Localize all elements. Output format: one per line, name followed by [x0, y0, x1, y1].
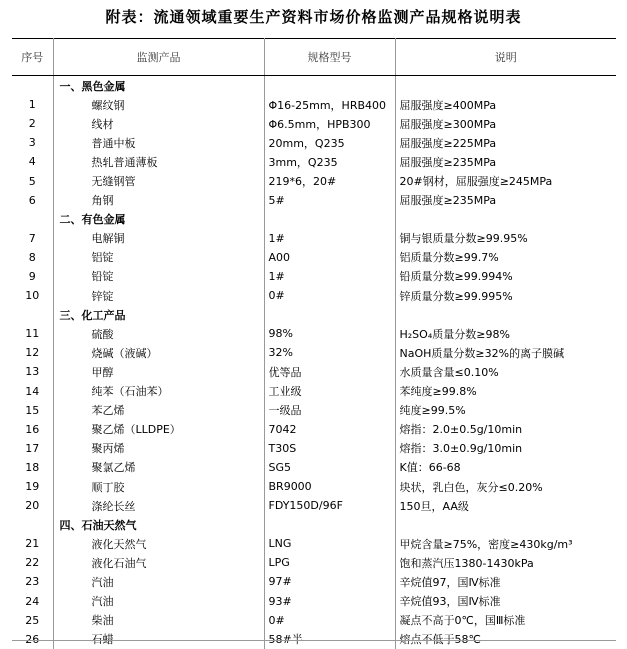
product-name: 无缝钢管 [53, 171, 264, 190]
product-name: 石蜡 [53, 630, 264, 649]
spec-model: 3mm，Q235 [264, 152, 395, 171]
description: 屈服强度≥235MPa [399, 194, 497, 208]
table-row [12, 229, 616, 248]
spec-model: 93# [264, 592, 395, 611]
row-number: 7 [12, 229, 53, 248]
spec-model: 98% [264, 324, 395, 343]
table-row [12, 95, 616, 114]
category-no-cell [12, 305, 53, 324]
product-name: 电解铜 [53, 229, 264, 248]
header-spec: 规格型号 [264, 39, 395, 76]
category-no-cell [12, 210, 53, 229]
spec-model: 工业级 [264, 382, 395, 401]
spec-model: 97# [264, 572, 395, 591]
description: 纯度≥99.5% [399, 404, 466, 418]
category-no-cell [12, 515, 53, 534]
product-name: 烧碱（液碱） [53, 343, 264, 362]
description: 屈服强度≥235MPa [399, 155, 497, 169]
row-number: 25 [12, 611, 53, 630]
spec-model: LNG [264, 534, 395, 553]
product-name: 聚氯乙烯 [53, 458, 264, 477]
product-name: 线材 [53, 114, 264, 133]
row-number: 15 [12, 401, 53, 420]
table-row [12, 133, 616, 152]
table-header-row [12, 39, 616, 76]
spec-model: 219*6，20# [264, 171, 395, 190]
description: 甲烷含量≥75%，密度≥430kg/m³ [399, 537, 573, 551]
product-name: 锌锭 [53, 286, 264, 305]
description: 熔指：3.0±0.9g/10min [399, 442, 523, 456]
spec-table [12, 38, 616, 649]
table-row [12, 401, 616, 420]
table-row [12, 382, 616, 401]
product-name: 聚丙烯 [53, 439, 264, 458]
table-row [12, 534, 616, 553]
row-number: 17 [12, 439, 53, 458]
spec-model: 20mm，Q235 [264, 133, 395, 152]
description: 铝质量分数≥99.7% [399, 251, 499, 265]
category-desc-cell [395, 515, 616, 534]
spec-model: 58#半 [264, 630, 395, 649]
row-number: 3 [12, 133, 53, 152]
description: 铅质量分数≥99.994% [399, 270, 513, 284]
description: 铜与银质量分数≥99.95% [399, 232, 528, 246]
spec-model: 1# [264, 267, 395, 286]
product-name: 热轧普通薄板 [53, 152, 264, 171]
product-name: 硫酸 [53, 324, 264, 343]
table-row [12, 477, 616, 496]
product-name: 铅锭 [53, 267, 264, 286]
spec-model: Φ6.5mm，HPB300 [264, 114, 395, 133]
description: K值：66-68 [399, 461, 461, 475]
row-number: 1 [12, 95, 53, 114]
description: 饱和蒸汽压1380-1430kPa [399, 556, 534, 570]
description: 熔指：2.0±0.5g/10min [399, 423, 523, 437]
row-number: 8 [12, 248, 53, 267]
description: 锌质量分数≥99.995% [399, 289, 513, 303]
category-no-cell [12, 76, 53, 96]
spec-model: 1# [264, 229, 395, 248]
spec-model: 0# [264, 611, 395, 630]
category-row [12, 305, 616, 324]
product-name: 角钢 [53, 191, 264, 210]
category-row [12, 210, 616, 229]
product-name: 涤纶长丝 [53, 496, 264, 515]
category-spec-cell [264, 305, 395, 324]
row-number: 12 [12, 343, 53, 362]
spec-model: 7042 [264, 420, 395, 439]
description: 凝点不高于0℃，国Ⅲ标准 [399, 614, 526, 628]
description: 水质量含量≤0.10% [399, 365, 499, 379]
spec-model: A00 [264, 248, 395, 267]
category-spec-cell [264, 515, 395, 534]
table-row [12, 420, 616, 439]
row-number: 26 [12, 630, 53, 649]
table-row [12, 248, 616, 267]
table-row [12, 611, 616, 630]
row-number: 20 [12, 496, 53, 515]
header-no: 序号 [12, 39, 53, 76]
row-number: 11 [12, 324, 53, 343]
product-name: 柴油 [53, 611, 264, 630]
table-row [12, 152, 616, 171]
row-number: 2 [12, 114, 53, 133]
product-name: 苯乙烯 [53, 401, 264, 420]
table-row [12, 286, 616, 305]
description: H₂SO₄质量分数≥98% [399, 327, 510, 341]
table-row [12, 362, 616, 381]
table-bottom-rule [12, 640, 616, 641]
product-name: 普通中板 [53, 133, 264, 152]
row-number: 9 [12, 267, 53, 286]
product-name: 纯苯（石油苯） [53, 382, 264, 401]
row-number: 10 [12, 286, 53, 305]
product-name: 液化天然气 [53, 534, 264, 553]
spec-model: 优等品 [264, 362, 395, 381]
category-spec-cell [264, 76, 395, 96]
category-label: 四、石油天然气 [53, 515, 264, 534]
table-row [12, 496, 616, 515]
product-name: 汽油 [53, 572, 264, 591]
spec-model: LPG [264, 553, 395, 572]
category-label: 一、黑色金属 [53, 76, 264, 96]
table-row [12, 267, 616, 286]
table-row [12, 592, 616, 611]
row-number: 22 [12, 553, 53, 572]
row-number: 14 [12, 382, 53, 401]
table-body [12, 76, 616, 649]
description: 辛烷值97，国Ⅳ标准 [399, 575, 501, 589]
spec-model: 32% [264, 343, 395, 362]
description: 辛烷值93，国Ⅳ标准 [399, 595, 501, 609]
row-number: 21 [12, 534, 53, 553]
header-desc: 说明 [395, 39, 616, 76]
spec-model: Φ16-25mm，HRB400 [264, 95, 395, 114]
description: 熔点不低于58℃ [399, 633, 481, 647]
product-name: 汽油 [53, 592, 264, 611]
row-number: 23 [12, 572, 53, 591]
spec-model: 一级品 [264, 401, 395, 420]
spec-model: SG5 [264, 458, 395, 477]
category-label: 二、有色金属 [53, 210, 264, 229]
description: 屈服强度≥300MPa [399, 117, 497, 131]
row-number: 4 [12, 152, 53, 171]
table-row [12, 114, 616, 133]
spec-model: T30S [264, 439, 395, 458]
description: 屈服强度≥225MPa [399, 136, 497, 150]
row-number: 19 [12, 477, 53, 496]
category-label: 三、化工产品 [53, 305, 264, 324]
table-row [12, 343, 616, 362]
row-number: 13 [12, 362, 53, 381]
product-name: 甲醇 [53, 362, 264, 381]
row-number: 24 [12, 592, 53, 611]
spec-model: BR9000 [264, 477, 395, 496]
table-row [12, 324, 616, 343]
table-row [12, 553, 616, 572]
product-name: 液化石油气 [53, 553, 264, 572]
category-row [12, 76, 616, 96]
row-number: 6 [12, 191, 53, 210]
product-name: 聚乙烯（LLDPE） [53, 420, 264, 439]
product-name: 铝锭 [53, 248, 264, 267]
description: 块状，乳白色，灰分≤0.20% [399, 480, 543, 494]
table-row [12, 458, 616, 477]
description: NaOH质量分数≥32%的离子膜碱 [399, 346, 565, 360]
document-title: 附表：流通领域重要生产资料市场价格监测产品规格说明表 [105, 8, 522, 26]
row-number: 16 [12, 420, 53, 439]
spec-model: 0# [264, 286, 395, 305]
product-name: 螺纹钢 [53, 95, 264, 114]
category-desc-cell [395, 76, 616, 96]
description: 屈服强度≥400MPa [399, 98, 497, 112]
table-row [12, 171, 616, 190]
category-desc-cell [395, 210, 616, 229]
description: 苯纯度≥99.8% [399, 385, 477, 399]
category-desc-cell [395, 305, 616, 324]
description: 150旦，AA级 [399, 499, 469, 513]
category-spec-cell [264, 210, 395, 229]
row-number: 5 [12, 171, 53, 190]
description: 20#钢材，屈服强度≥245MPa [399, 175, 553, 189]
category-row [12, 515, 616, 534]
header-product: 监测产品 [53, 39, 264, 76]
product-name: 顺丁胶 [53, 477, 264, 496]
spec-model: FDY150D/96F [264, 496, 395, 515]
table-row [12, 191, 616, 210]
table-row [12, 439, 616, 458]
table-row [12, 572, 616, 591]
spec-model: 5# [264, 191, 395, 210]
row-number: 18 [12, 458, 53, 477]
